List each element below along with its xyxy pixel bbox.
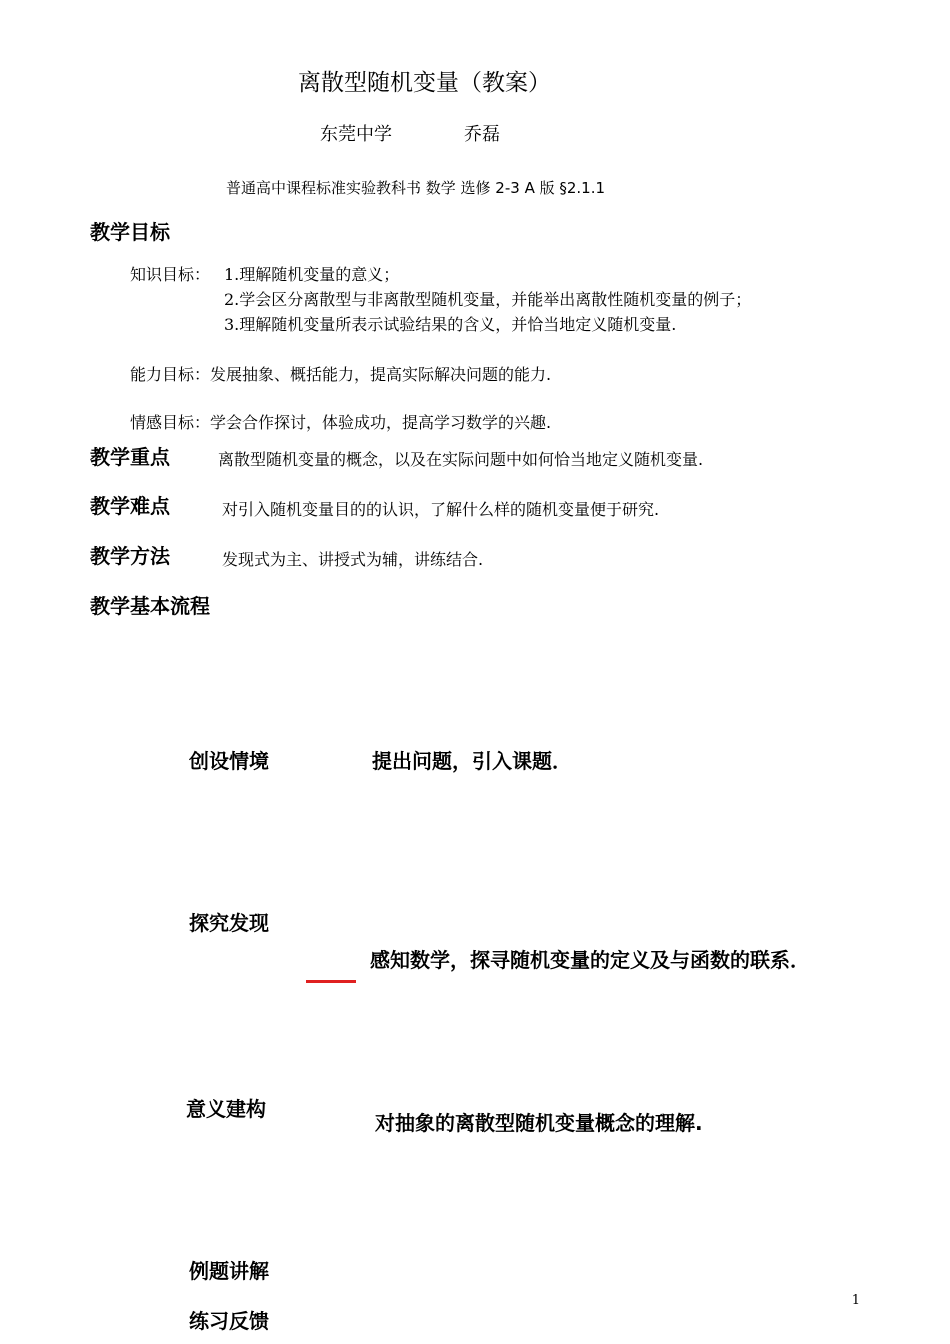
page-number: 1 bbox=[851, 1293, 860, 1308]
emotion-objective: 情感目标：学会合作探讨，体验成功，提高学习数学的兴趣. bbox=[130, 413, 552, 432]
objectives-heading: 教学目标 bbox=[90, 220, 170, 244]
method-heading: 教学方法 bbox=[90, 544, 170, 568]
method-text: 发现式为主、讲授式为辅，讲练结合. bbox=[222, 550, 484, 569]
flow-step-desc: 感知数学，探寻随机变量的定义及与函数的联系． bbox=[370, 948, 810, 972]
difficulty-heading: 教学难点 bbox=[90, 494, 170, 518]
flow-step-desc: 提出问题，引入课题． bbox=[372, 749, 572, 773]
flow-heading: 教学基本流程 bbox=[90, 594, 210, 618]
flow-step-name: 练习反馈 bbox=[189, 1309, 269, 1333]
author-name: 乔磊 bbox=[464, 124, 500, 145]
flow-step-name: 探究发现 bbox=[189, 911, 269, 935]
flow-step-desc: 对抽象的离散型随机变量概念的理解. bbox=[375, 1111, 703, 1135]
textbook-source: 普通高中课程标准实验教科书 数学 选修 2-3 A 版 §2.1.1 bbox=[226, 179, 606, 197]
flow-arrow-line bbox=[306, 980, 356, 983]
document-title: 离散型随机变量（教案） bbox=[298, 70, 551, 96]
flow-step-name: 创设情境 bbox=[189, 749, 269, 773]
difficulty-text: 对引入随机变量目的的认识，了解什么样的随机变量便于研究. bbox=[222, 500, 660, 519]
knowledge-label: 知识目标： bbox=[130, 265, 211, 284]
key-point-heading: 教学重点 bbox=[90, 445, 170, 469]
author-school: 东莞中学 bbox=[320, 124, 392, 145]
ability-objective: 能力目标：发展抽象、概括能力，提高实际解决问题的能力. bbox=[130, 365, 552, 384]
knowledge-item-1: 1.理解随机变量的意义； bbox=[224, 265, 400, 284]
key-point-text: 离散型随机变量的概念，以及在实际问题中如何恰当地定义随机变量. bbox=[218, 450, 704, 469]
flow-step-name: 意义建构 bbox=[186, 1097, 266, 1121]
knowledge-item-3: 3.理解随机变量所表示试验结果的含义，并恰当地定义随机变量. bbox=[224, 315, 677, 334]
knowledge-item-2: 2.学会区分离散型与非离散型随机变量，并能举出离散性随机变量的例子； bbox=[224, 290, 752, 309]
flow-step-name: 例题讲解 bbox=[189, 1259, 269, 1283]
